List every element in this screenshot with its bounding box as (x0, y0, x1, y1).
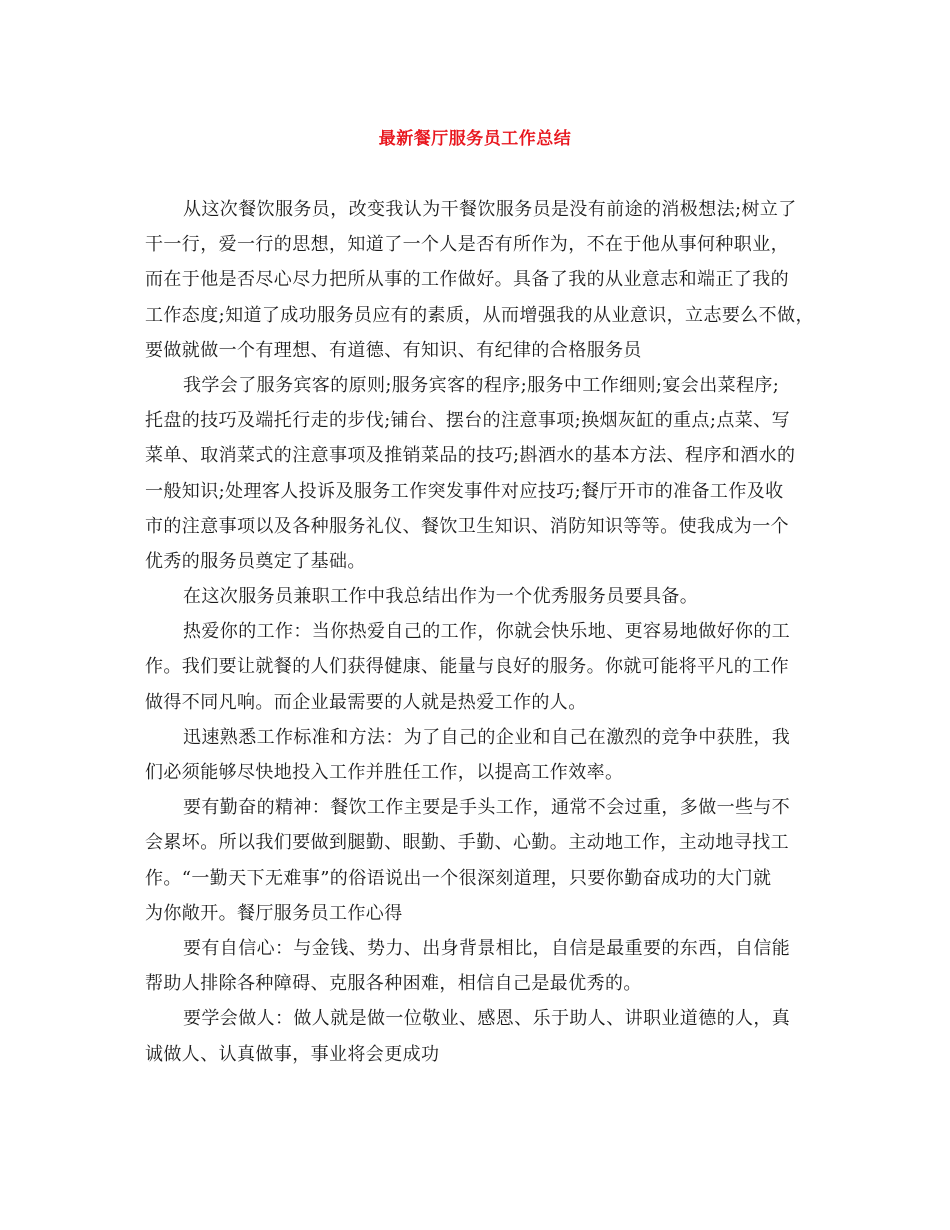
paragraph-line: 要做就做一个有理想、有道德、有知识、有纪律的合格服务员 (145, 339, 642, 361)
paragraph-line: 诚做人、认真做事，事业将会更成功 (145, 1043, 440, 1065)
paragraph-first-line: 要有勤奋的精神：餐饮工作主要是手头工作，通常不会过重，多做一些与不 (183, 797, 791, 819)
paragraph-line: 托盘的技巧及端托行走的步伐;铺台、摆台的注意事项;换烟灰缸的重点;点菜、写 (145, 410, 790, 432)
paragraph-line: 工作态度;知道了成功服务员应有的素质，从而增强我的从业意识，立志要么不做， (145, 304, 814, 326)
paragraph-line: 做得不同凡响。而企业最需要的人就是热爱工作的人。 (145, 691, 587, 713)
document-body (145, 192, 825, 1072)
document-title: 最新餐厅服务员工作总结 (378, 129, 572, 149)
paragraph-first-line: 在这次服务员兼职工作中我总结出作为一个优秀服务员要具备。 (183, 586, 699, 608)
paragraph-first-line: 要学会做人：做人就是做一位敬业、感恩、乐于助人、讲职业道德的人，真 (183, 1008, 791, 1030)
paragraph-line: 会累坏。所以我们要做到腿勤、眼勤、手勤、心勤。主动地工作，主动地寻找工 (145, 832, 789, 854)
paragraph-line: 市的注意事项以及各种服务礼仪、餐饮卫生知识、消防知识等等。使我成为一个 (145, 515, 789, 537)
paragraph-line: 作。“一勤天下无难事”的俗语说出一个很深刻道理，只要你勤奋成功的大门就 (145, 867, 772, 889)
paragraph-line: 菜单、取消菜式的注意事项及推销菜品的技巧;斟酒水的基本方法、程序和酒水的 (145, 445, 796, 467)
paragraph-line: 为你敞开。餐厅服务员工作心得 (145, 902, 403, 924)
paragraph-first-line: 从这次餐饮服务员，改变我认为干餐饮服务员是没有前途的消极想法;树立了 (183, 199, 797, 220)
paragraph-line: 帮助人排除各种障碍、克服各种困难，相信自己是最优秀的。 (145, 973, 642, 995)
paragraph-line: 优秀的服务员奠定了基础。 (145, 550, 366, 572)
paragraph-line: 作。我们要让就餐的人们获得健康、能量与良好的服务。你就可能将平凡的工作 (145, 656, 789, 678)
paragraph-line: 干一行，爱一行的思想，知道了一个人是否有所作为，不在于他从事何种职业， (145, 234, 789, 256)
paragraph-first-line: 我学会了服务宾客的原则;服务宾客的程序;服务中工作细则;宴会出菜程序; (183, 374, 780, 396)
paragraph-first-line: 迅速熟悉工作标准和方法：为了自己的企业和自己在激烈的竞争中获胜，我 (183, 726, 791, 748)
paragraph-first-line: 要有自信心：与金钱、势力、出身背景相比，自信是最重要的东西，自信能 (183, 937, 791, 959)
paragraph-line: 而在于他是否尽心尽力把所从事的工作做好。具备了我的从业意志和端正了我的 (145, 269, 789, 291)
paragraph-first-line: 热爱你的工作：当你热爱自己的工作，你就会快乐地、更容易地做好你的工 (183, 621, 791, 643)
paragraph-line: 们必须能够尽快地投入工作并胜任工作，以提高工作效率。 (145, 762, 624, 783)
paragraph-line: 一般知识;处理客人投诉及服务工作突发事件对应技巧;餐厅开市的准备工作及收 (145, 480, 784, 502)
